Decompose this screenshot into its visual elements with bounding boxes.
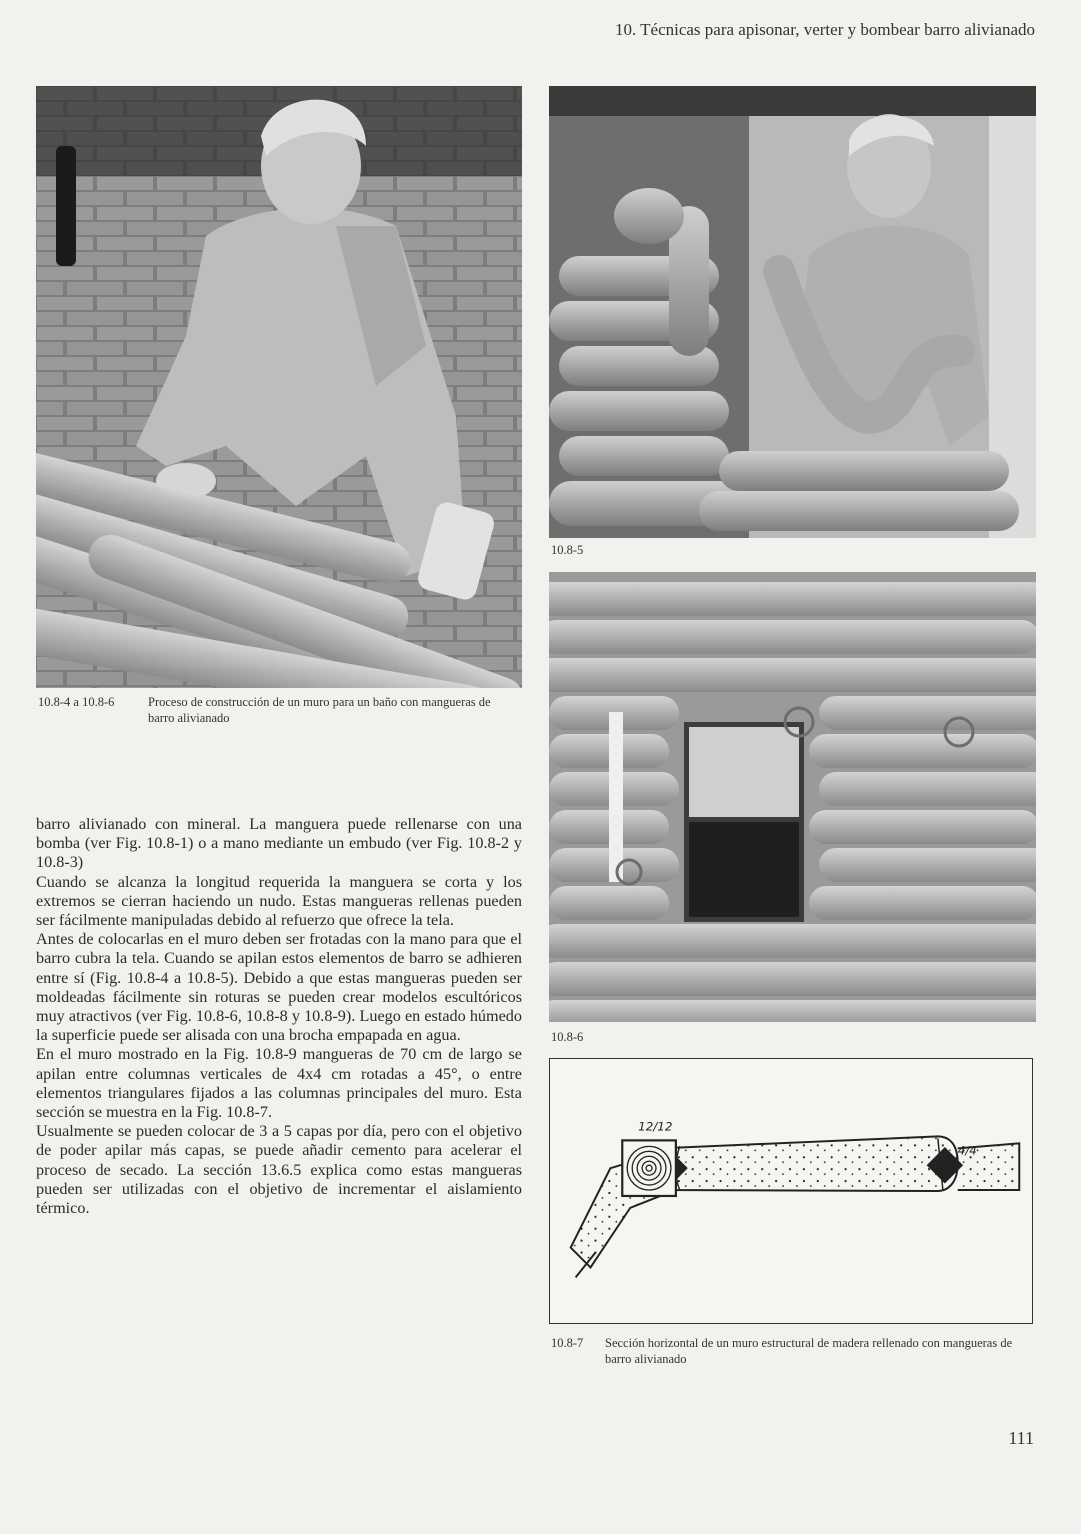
paragraph: En el muro mostrado en la Fig. 10.8-9 mangueras de 70 cm de largo se apilan entre columnas verticales de 4x4 cm rotadas a 45°, o entre elementos triangulares fijados a las columnas principales del muro. Esta sección se muestra en la Fig. 10.8-7. — [36, 1045, 522, 1122]
caption-text: Sección horizontal de un muro estructural de madera rellenado con mangueras de barro alivianado — [605, 1336, 1013, 1366]
section-diagram — [549, 1058, 1033, 1324]
diagram-label-triangle: 4/4 — [957, 1143, 977, 1158]
photo-worker-laying-hoses — [36, 86, 522, 688]
photo-worker-filling-hose — [549, 86, 1036, 538]
caption-number: 10.8-7 — [551, 1336, 584, 1350]
photo-sculpted-wall-with-window — [549, 572, 1036, 1022]
paragraph: Cuando se alcanza la longitud requerida la manguera se corta y los extremos se cierran haciendo un nudo. Estas mangueras rellenas pueden ser fácilmente manipuladas debido al refuerzo que ofrece la tela. — [36, 872, 522, 930]
figure-caption — [551, 1335, 1021, 1367]
running-header: 10. Técnicas para apisonar, verter y bombear barro alivianado — [614, 20, 1035, 39]
caption-number: 10.8-4 a 10.8-6 — [38, 695, 115, 709]
photo-sculpted-wall-graphic — [549, 572, 1036, 1022]
figure-label: 10.8-6 — [551, 1030, 584, 1044]
paragraph: barro alivianado con mineral. La manguera puede rellenarse con una bomba (ver Fig. 10.8-1) o a mano mediante un embudo (ver Fig. 10.8-2 y 10.8-3) — [36, 815, 522, 872]
body-text — [36, 815, 522, 1218]
figure-caption — [38, 694, 518, 726]
page-number: 111 — [1008, 1428, 1034, 1448]
paragraph: Antes de colocarlas en el muro deben ser frotadas con la mano para que el barro cubra la tela. Cuando se apilan estos elementos de barro se adhieren entre sí (Fig. 10.8-4 a 10.8-5). Debido a que estas mangueras pueden ser moldeadas fácilmente sin roturas se pueden crear modelos escultóricos muy atractivos (ver Fig. 10.8-6, 10.8-8 y 10.8-9). Luego en estado húmedo la superficie puede ser alisada con una brocha empapada en agua. — [36, 930, 522, 1045]
figure-label: 10.8-5 — [551, 543, 584, 557]
photo-worker-laying-hoses-graphic — [36, 86, 522, 688]
caption-text: Proceso de construcción de un muro para un baño con mangueras de barro alivianado — [148, 695, 491, 725]
paragraph: Usualmente se pueden colocar de 3 a 5 capas por día, pero con el objetivo de poder apilar más capas, se puede añadir cemento para acelerar el proceso de secado. La sección 13.6.5 explica como estas mangueras pueden ser utilizadas con el objetivo de incrementar el aislamiento térmico. — [36, 1122, 522, 1218]
diagram-label-column: 12/12 — [638, 1119, 673, 1134]
section-diagram-graphic — [550, 1059, 1032, 1323]
photo-worker-filling-hose-graphic — [549, 86, 1036, 538]
